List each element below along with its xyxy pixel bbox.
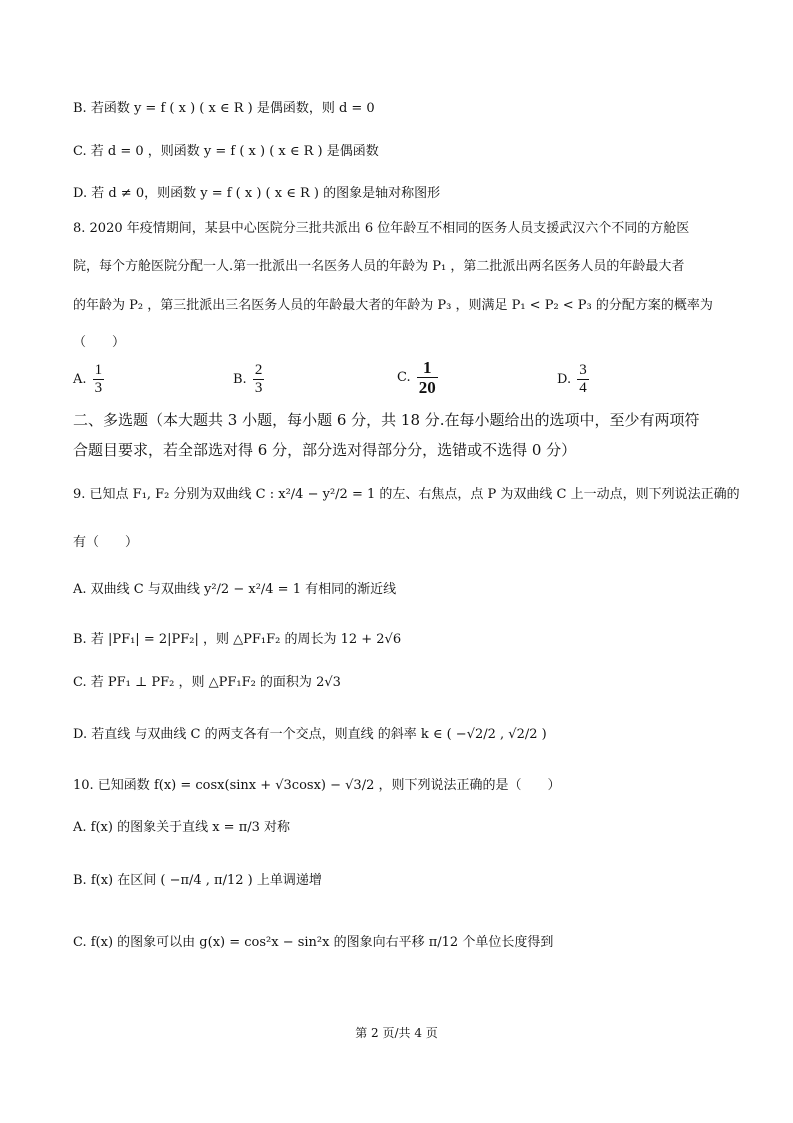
q8-option-b — [233, 362, 266, 397]
q8-option-d — [557, 362, 591, 397]
numerator: 3 — [579, 362, 587, 378]
option-label: C. — [397, 370, 411, 385]
q8-option-a — [73, 362, 106, 397]
denominator: 3 — [94, 380, 103, 396]
denominator: 20 — [418, 378, 436, 397]
denominator: 3 — [254, 380, 263, 396]
q10-stem: 10. 已知函数 f(x) = cosx(sinx + √3cosx) − √3/2 ，则下列说法正确的是（ ） — [73, 778, 561, 793]
q7-option-c: C. 若 d = 0 ，则函数 y = f ( x ) ( x ∈ R ) 是偶函数 — [73, 144, 379, 159]
page-footer: 第 2 页/共 4 页 — [355, 1026, 438, 1040]
q9-stem-line2: 有（ ） — [73, 535, 139, 550]
q7-option-d: D. 若 d ≠ 0，则函数 y = f ( x ) ( x ∈ R ) 的图象是轴对称图形 — [73, 186, 441, 201]
q9-stem-line1: 9. 已知点 F₁, F₂ 分别为双曲线 C : x²/4 − y²/2 = 1 的左、右焦点，点 P 为双曲线 C 上一动点，则下列说法正确的 — [73, 487, 740, 502]
q9-option-b: B. 若 |PF₁| = 2|PF₂| ，则 △PF₁F₂ 的周长为 12 + 2√6 — [73, 632, 402, 647]
q8-stem-line1: 8. 2020 年疫情期间，某县中心医院分三批共派出 6 位年龄互不相同的医务人员支援武汉六个不同的方舱医 — [73, 221, 690, 236]
q8-stem-line2: 院，每个方舱医院分配一人.第一批派出一名医务人员的年龄为 P₁ ，第二批派出两名医务人员的年龄最大者 — [73, 259, 685, 274]
q8-stem-line3: 的年龄为 P₂ ，第三批派出三名医务人员的年龄最大者的年龄为 P₃ ，则满足 P₁ < P₂ < P₃ 的分配方案的概率为 — [73, 298, 713, 313]
numerator: 2 — [254, 362, 263, 378]
option-label: B. — [233, 372, 247, 387]
numerator: 1 — [417, 358, 438, 378]
q10-option-b: B. f(x) 在区间 ( −π/4 , π/12 ) 上单调递增 — [73, 873, 322, 888]
fraction — [93, 362, 105, 397]
q10-option-a: A. f(x) 的图象关于直线 x = π/3 对称 — [73, 820, 291, 835]
option-label: A. — [73, 372, 87, 387]
q9-option-c: C. 若 PF₁ ⊥ PF₂ ，则 △PF₁F₂ 的面积为 2√3 — [73, 675, 341, 690]
q8-answer-paren: （ ） — [73, 335, 126, 350]
q9-option-a: A. 双曲线 C 与双曲线 y²/2 − x²/4 = 1 有相同的渐近线 — [73, 582, 397, 597]
fraction — [253, 362, 265, 397]
q10-option-c: C. f(x) 的图象可以由 g(x) = cos²x − sin²x 的图象向右平移 π/12 个单位长度得到 — [73, 935, 554, 950]
q8-option-c — [397, 358, 440, 397]
section-heading-line1: 二、多选题（本大题共 3 小题，每小题 6 分，共 18 分.在每小题给出的选项中，至少有两项符 — [73, 411, 700, 429]
section-heading-line2: 合题目要求，若全部选对得 6 分，部分选对得部分分，选错或不选得 0 分） — [73, 441, 577, 459]
option-label: D. — [557, 372, 572, 387]
numerator: 1 — [94, 362, 103, 378]
q9-option-d: D. 若直线 与双曲线 C 的两支各有一个交点，则直线 的斜率 k ∈ ( −√2/2 , √2/2 ) — [73, 727, 547, 742]
fraction — [417, 358, 438, 397]
q7-option-b: B. 若函数 y = f ( x ) ( x ∈ R ) 是偶函数，则 d = 0 — [73, 101, 375, 116]
denominator: 4 — [579, 380, 587, 396]
fraction — [577, 362, 589, 397]
